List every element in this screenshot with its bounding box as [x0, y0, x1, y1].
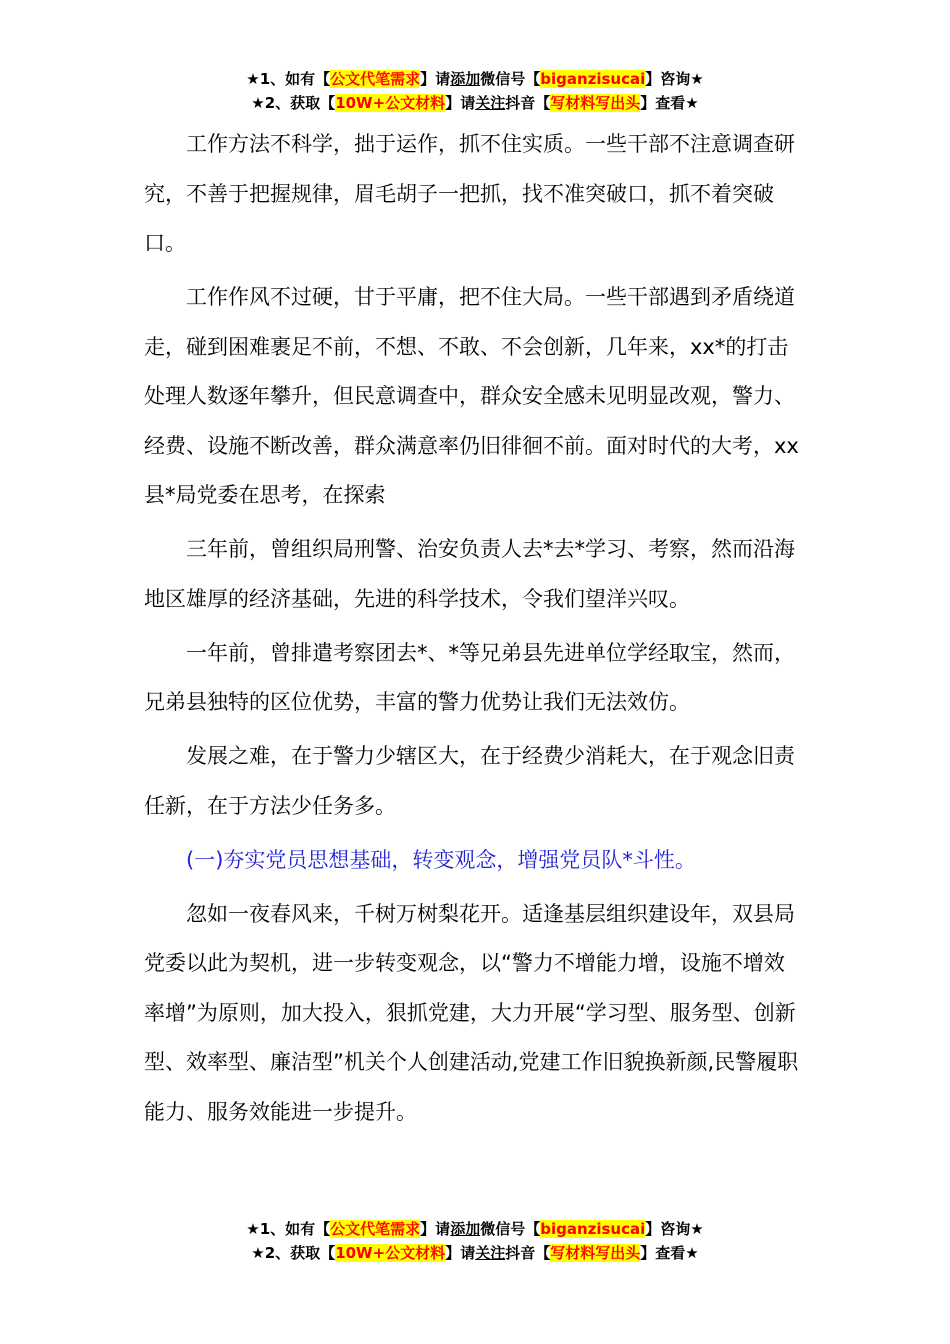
highlight-text: 公文代笔需求 — [330, 70, 421, 88]
banner-text: 】请 — [445, 1244, 476, 1262]
banner-text: 微信号【 — [480, 1220, 541, 1238]
banner-text: 抖音【 — [505, 94, 551, 112]
banner-text: ★1、如有【 — [246, 1220, 331, 1238]
banner-text: 】查看★ — [640, 1244, 699, 1262]
paragraph: 工作方法不科学，拙于运作，抓不住实质。一些干部不注意调查研究，不善于把握规律，眉毛胡子一把抓，找不准突破口，抓不着突破口。 — [144, 132, 795, 255]
paragraph: 忽如一夜春风来，千树万树梨花开。适逢基层组织建设年，双县局党委以此为契机，进一步转变观念，以“警力不增能力增，设施不增效率增”为原则，加大投入，狠抓党建，大力开展“学习型、服务型、创新型、效率型、廉洁型”机关个人创建活动,党建工作旧貌换新颜,民警履职能力、服务效能进一步提升。 — [144, 901, 799, 1124]
banner-text: 】咨询★ — [645, 70, 704, 88]
douyin-id-highlight: 写材料写出头 — [550, 1244, 641, 1262]
highlight-text: 10W+公文材料 — [335, 1244, 446, 1262]
banner-text: 】查看★ — [640, 94, 699, 112]
underlined-text: 添加 — [450, 70, 481, 88]
banner-text: 】请 — [420, 70, 451, 88]
banner-text: ★2、获取【 — [251, 1244, 336, 1262]
underlined-text: 关注 — [475, 94, 506, 112]
banner-text: 】咨询★ — [645, 1220, 704, 1238]
section-heading: (一)夯实党员思想基础，转变观念，增强党员队*斗性。 — [186, 847, 696, 872]
document-body — [144, 120, 804, 1142]
banner-line-2 — [0, 91, 950, 115]
paragraph: 发展之难，在于警力少辖区大，在于经费少消耗大，在于观念旧责任新，在于方法少任务多。 — [144, 744, 795, 818]
footer-banner — [0, 1217, 950, 1265]
douyin-id-highlight: 写材料写出头 — [550, 94, 641, 112]
banner-text: 】请 — [445, 94, 476, 112]
highlight-text: 10W+公文材料 — [335, 94, 446, 112]
banner-text: 抖音【 — [505, 1244, 551, 1262]
underlined-text: 添加 — [450, 1220, 481, 1238]
paragraph: 一年前，曾排遣考察团去*、*等兄弟县先进单位学经取宝，然而，兄弟县独特的区位优势，丰富的警力优势让我们无法效仿。 — [144, 640, 795, 714]
paragraph: 工作作风不过硬，甘于平庸，把不住大局。一些干部遇到矛盾绕道走，碰到困难裹足不前，不想、不敢、不会创新，几年来，xx*的打击处理人数逐年攀升，但民意调查中，群众安全感未见明显改观，警力、经费、设施不断改善，群众满意率仍旧徘徊不前。面对时代的大考，xx 县*局党委在思考，在探索 — [144, 285, 799, 507]
banner-line-2 — [0, 1241, 950, 1265]
paragraph: 三年前，曾组织局刑警、治安负责人去*去*学习、考察，然而沿海地区雄厚的经济基础，先进的科学技术，令我们望洋兴叹。 — [144, 537, 795, 611]
highlight-text: 公文代笔需求 — [330, 1220, 421, 1238]
header-banner — [0, 67, 950, 115]
wechat-id-highlight: biganzisucai — [540, 70, 646, 88]
banner-text: ★2、获取【 — [251, 94, 336, 112]
banner-text: ★1、如有【 — [246, 70, 331, 88]
banner-line-1 — [0, 67, 950, 91]
banner-line-1 — [0, 1217, 950, 1241]
banner-text: 微信号【 — [480, 70, 541, 88]
underlined-text: 关注 — [475, 1244, 506, 1262]
wechat-id-highlight: biganzisucai — [540, 1220, 646, 1238]
banner-text: 】请 — [420, 1220, 451, 1238]
